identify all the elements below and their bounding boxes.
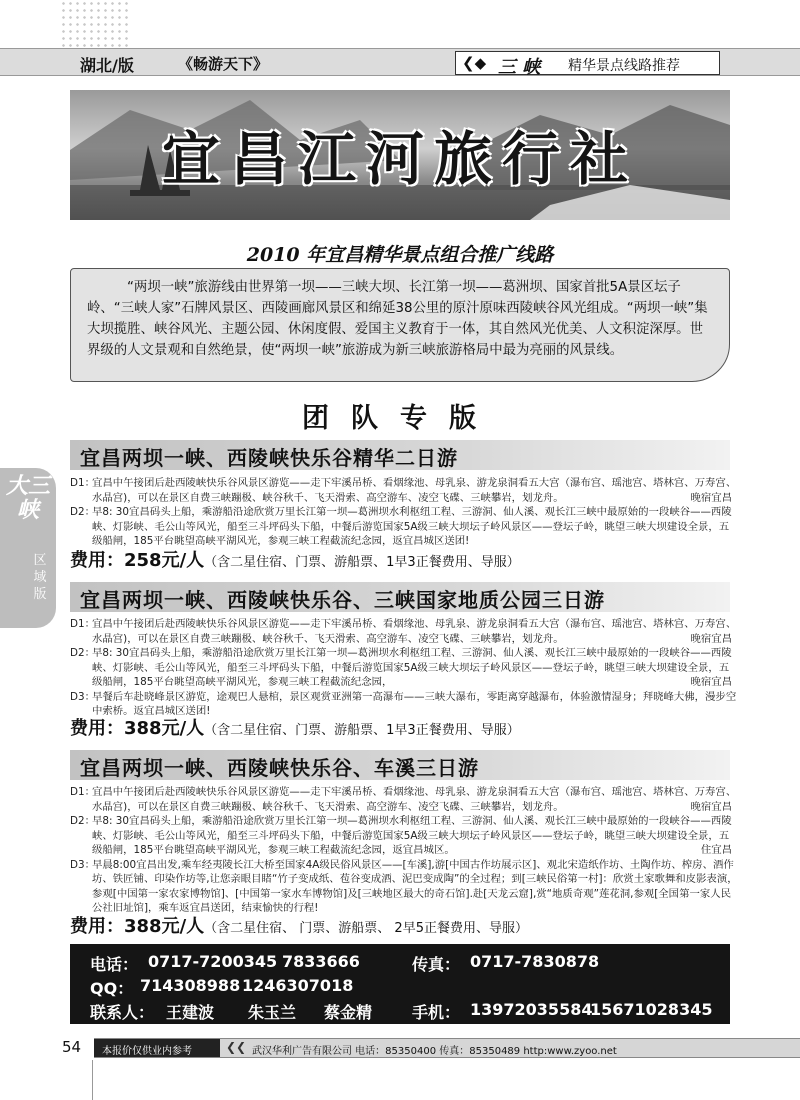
day-text: 早餐后车赴晓峰景区游览，途观巴人悬棺，景区观赏亚洲第一高瀑布——三峡大瀑布，零距离穿越瀑布，体验激情湿身；拜晓峰大佛，漫步空中索桥。返宜昌城区送团! bbox=[92, 690, 737, 717]
route-title bbox=[70, 440, 730, 470]
phone-label: 电话： bbox=[90, 955, 139, 974]
itinerary-day bbox=[70, 476, 738, 505]
footer bbox=[0, 1034, 800, 1060]
day-text: 早8: 30宜昌码头上船，乘游船沿途欣赏万里长江第一坝—葛洲坝水利枢纽工程、三游洞、仙人溪、观长江三峡中最原始的一段峡谷——西陵峡、灯影峡、毛公山等风光，船至三斗坪码头下船，中餐后游览国家5A级三峡大坝坛子岭风景区——登坛子岭，眺望三峡大坝建设全景，五级船闸，185平台眺望高峡平湖风光，参观三峡工程截流纪念园，返宜昌城区。 bbox=[92, 815, 732, 856]
day-stay: 晚宿宜昌 bbox=[690, 676, 732, 688]
itinerary-day bbox=[70, 785, 738, 814]
qq-number-2: 1246307018 bbox=[242, 976, 354, 995]
price-value: 388元/人 bbox=[124, 916, 205, 937]
qq-number-1: 714308988 bbox=[140, 976, 241, 995]
day-label: D1： bbox=[70, 477, 96, 489]
price-line bbox=[70, 546, 730, 572]
day-stay: 住宜昌 bbox=[700, 844, 732, 856]
route-itinerary bbox=[70, 785, 738, 916]
itinerary-day bbox=[70, 617, 738, 646]
price-value: 258元/人 bbox=[124, 550, 205, 571]
day-label: D2： bbox=[70, 506, 96, 518]
day-label: D1： bbox=[70, 618, 96, 630]
day-stay: 晚宿宜昌 bbox=[690, 491, 732, 504]
day-text: 早晨8:00宜昌出发,乘车经夷陵长江大桥至国家4A级民俗风景区——[车溪],游[中国古作坊展示区]、观北宋造纸作坊、土陶作坊、榨房、酒作坊、铁匠铺、印染作坊等,让您亲眼目睹“竹子变成纸、苞谷变成酒、泥巴变成陶”的全过程；到[三峡民俗第一村]：欣赏土家歌舞和皮影表演，参观[中国第一家农家博物馆]、[中国第一家水车博物馆]及[三峡地区最大的奇石馆].赴[天龙云窟],赏“地质奇观”莲花洞,参观[全国第一家人民公社旧址馆]，乘车返宜昌送团，结束愉快的行程! bbox=[92, 858, 738, 914]
route-title-text: 宜昌两坝一峡、西陵峡快乐谷、三峡国家地质公园三日游 bbox=[80, 588, 605, 612]
reference-note: 本报价仅供业内参考 bbox=[94, 1039, 220, 1057]
day-label: D3： bbox=[70, 690, 96, 703]
footer-divider bbox=[92, 1060, 93, 1100]
promo-subtitle: 2010 年宜昌精华景点组合推广线路 bbox=[246, 244, 554, 266]
contact-person-label: 联系人： bbox=[90, 1003, 155, 1022]
price-label: 费用： bbox=[70, 718, 124, 739]
price-line bbox=[70, 912, 730, 938]
day-stay: 晚宿宜昌 bbox=[690, 632, 732, 645]
price-note: （含二星住宿、门票、游船票、1早3正餐费用、导服） bbox=[204, 555, 520, 570]
side-small-label: 区域版 bbox=[33, 553, 47, 602]
itinerary-day bbox=[70, 858, 738, 916]
price-label: 费用： bbox=[70, 916, 124, 937]
intro-paragraph: “两坝一峡”旅游线由世界第一坝——三峡大坝、长江第一坝——葛洲坝、国家首批5A景区坛子岭、“三峡人家”石牌风景区、西陵画廊风景区和绵延38公里的原汁原味西陵峡谷风光组成。“两坝一峡”集大坝揽胜、峡谷风光、主题公园、休闲度假、爱国主义教育于一体，其自然风光优美、人文积淀深厚。世界级的人文景观和自然绝景，使“两坝一峡”旅游成为新三峡旅游格局中最为亮丽的风景线。 bbox=[70, 268, 730, 382]
recommendation-subtitle: 精华景点线路推荐 bbox=[568, 58, 680, 74]
route-itinerary bbox=[70, 617, 738, 719]
itinerary-day bbox=[70, 814, 738, 858]
region-label: 湖北/版 bbox=[80, 56, 134, 75]
phone-number-2: 7833666 bbox=[282, 952, 360, 971]
day-text: 宜昌中午接团后赴西陵峡快乐谷风景区游览——走下牢溪吊桥、看烟缘池、母乳泉、游龙泉洞看五大宫（瀑布宫、瑶池宫、塔林宫、万寿宫、水晶宫)，可以在景区自费三峡蹦极、峡谷秋千、飞天滑索、高空游车、凌空飞碟、三峡攀岩，划龙舟。 bbox=[92, 786, 737, 813]
day-stay: 晚宿宜昌 bbox=[690, 800, 732, 813]
contact-person-3: 蔡金精 bbox=[324, 1003, 373, 1022]
qq-label: QQ： bbox=[90, 979, 134, 998]
agency-title: 宜昌江河旅行社 bbox=[161, 125, 638, 193]
phone-number-1: 0717-7200345 bbox=[148, 952, 278, 971]
itinerary-day bbox=[70, 505, 738, 549]
itinerary-day bbox=[70, 646, 738, 690]
day-label: D2： bbox=[70, 647, 96, 659]
recommendation-brand: 三 峡 bbox=[498, 57, 541, 78]
contact-person-1: 王建波 bbox=[166, 1003, 215, 1022]
route-title bbox=[70, 750, 730, 780]
mobile-number-2: 15671028345 bbox=[590, 1000, 713, 1019]
section-title: 团队专版 bbox=[302, 403, 498, 434]
price-value: 388元/人 bbox=[124, 718, 205, 739]
banner-image bbox=[70, 90, 730, 220]
dot-grid-decoration bbox=[60, 0, 130, 48]
page-number: 54 bbox=[62, 1038, 82, 1056]
route-title-text: 宜昌两坝一峡、西陵峡快乐谷、车溪三日游 bbox=[80, 756, 479, 780]
mobile-label: 手机： bbox=[412, 1003, 461, 1022]
price-note: （含二星住宿、门票、游船票、1早3正餐费用、导服） bbox=[204, 723, 520, 738]
route-itinerary bbox=[70, 476, 738, 549]
ad-agency-info: 武汉华利广告有限公司 电话：85350400 传真：85350489 http:www.zyoo.net bbox=[252, 1046, 617, 1057]
header-bar bbox=[0, 48, 800, 76]
day-label: D2： bbox=[70, 815, 96, 827]
route-title-text: 宜昌两坝一峡、西陵峡快乐谷精华二日游 bbox=[80, 446, 458, 470]
footer-bar bbox=[94, 1038, 800, 1058]
contact-person-2: 朱玉兰 bbox=[248, 1003, 297, 1022]
price-line bbox=[70, 714, 730, 740]
mobile-number-1: 13972035584 bbox=[470, 1000, 593, 1019]
column-title: 《畅游天下》 bbox=[178, 55, 269, 73]
contact-block bbox=[70, 944, 730, 1024]
day-text: 早8: 30宜昌码头上船，乘游船沿途欣赏万里长江第一坝—葛洲坝水利枢纽工程、三游洞、仙人溪、观长江三峡中最原始的一段峡谷——西陵峡、灯影峡、毛公山等风光，船至三斗坪码头下船，中餐后游览国家5A级三峡大坝坛子岭风景区——登坛子岭，眺望三峡大坝建设全景，五级船闸，185平台眺望高峡平湖风光，参观三峡工程截流纪念园，返宜昌城区送团! bbox=[92, 506, 732, 547]
fax-label: 传真： bbox=[412, 955, 461, 974]
fax-number: 0717-7830878 bbox=[470, 952, 600, 971]
price-note: （含二星住宿、 门票、游船票、 2早5正餐费用、导服） bbox=[204, 921, 528, 936]
day-label: D3： bbox=[70, 858, 96, 871]
route-title bbox=[70, 582, 730, 612]
price-label: 费用： bbox=[70, 550, 124, 571]
day-text: 早8: 30宜昌码头上船，乘游船沿途欣赏万里长江第一坝—葛洲坝水利枢纽工程、三游洞、仙人溪、观长江三峡中最原始的一段峡谷——西陵峡、灯影峡、毛公山等风光，船至三斗坪码头下船，中餐后游览国家5A级三峡大坝坛子岭风景区——登坛子岭，眺望三峡大坝建设全景，五级船闸，185平台眺望高峡平湖风光，参观三峡工程截流纪念园， bbox=[92, 647, 732, 688]
day-label: D1： bbox=[70, 786, 96, 798]
double-arrow-icon: ❮❮ bbox=[226, 1040, 247, 1054]
day-text: 宜昌中午接团后赴西陵峡快乐谷风景区游览——走下牢溪吊桥、看烟缘池、母乳泉、游龙泉洞看五大宫（瀑布宫、瑶池宫、塔林宫、万寿宫、水晶宫)，可以在景区自费三峡蹦极、峡谷秋千、飞天滑索、高空游车、凌空飞碟、三峡攀岩，划龙舟。 bbox=[92, 477, 737, 504]
side-region-tab bbox=[0, 468, 56, 628]
recommendation-box bbox=[455, 51, 720, 78]
arrow-left-icon: ❮◆ bbox=[462, 54, 487, 72]
day-text: 宜昌中午接团后赴西陵峡快乐谷风景区游览——走下牢溪吊桥、看烟缘池、母乳泉、游龙泉洞看五大宫（瀑布宫、瑶池宫、塔林宫、万寿宫、水晶宫)，可以在景区自费三峡蹦极、峡谷秋千、飞天滑索、高空游车、凌空飞碟、三峡攀岩，划龙舟。 bbox=[92, 618, 737, 645]
side-big-label: 大三峡 bbox=[6, 473, 51, 523]
